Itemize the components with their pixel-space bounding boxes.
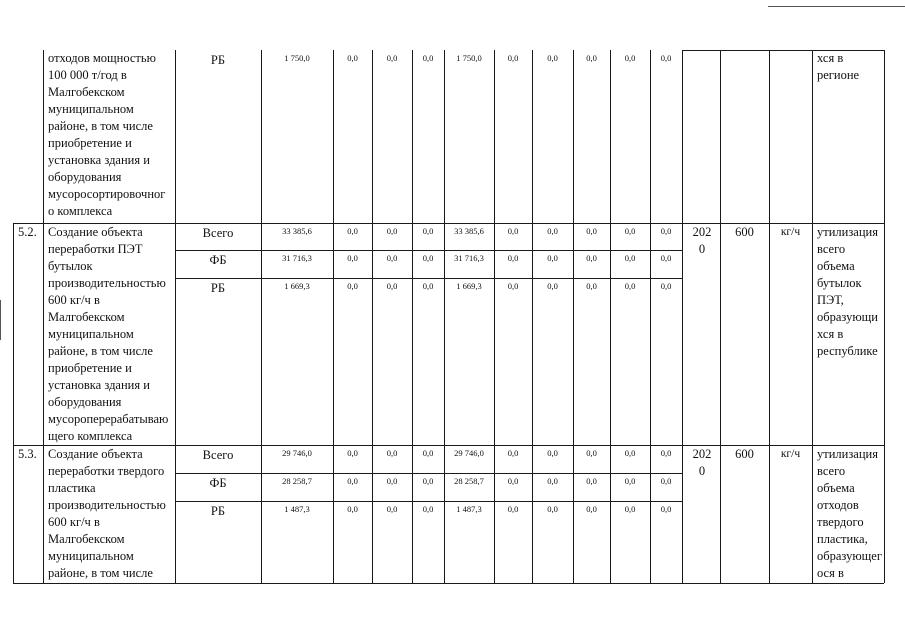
item-unit: кг/ч bbox=[780, 448, 801, 460]
amount-cell: 0,0 bbox=[586, 253, 597, 263]
amount-cell: 0,0 bbox=[507, 448, 519, 458]
amount-cell: 1 487,3 bbox=[456, 504, 482, 514]
funding-source-label: ФБ bbox=[209, 476, 227, 490]
item-result: утилизация всего объема отходов твердого пластика, образующег ося в bbox=[817, 447, 882, 580]
amount-cell: 0,0 bbox=[660, 504, 672, 514]
amount-cell: 0,0 bbox=[586, 53, 597, 63]
amount-cell: 0,0 bbox=[624, 226, 636, 236]
amount-cell: 33 385,6 bbox=[454, 226, 484, 236]
amount-cell: 28 258,7 bbox=[454, 476, 484, 486]
amount-cell: 0,0 bbox=[347, 281, 358, 291]
amount-cell: 0,0 bbox=[422, 281, 434, 291]
amount-cell: 0,0 bbox=[422, 226, 434, 236]
amount-cell: 0,0 bbox=[422, 53, 434, 63]
column-divider bbox=[682, 50, 683, 583]
item-unit: кг/ч bbox=[780, 226, 801, 238]
amount-cell: 0,0 bbox=[624, 476, 636, 486]
funding-source-label: РБ bbox=[210, 53, 226, 67]
amount-cell: 0,0 bbox=[347, 226, 358, 236]
funding-source-label: Всего bbox=[202, 448, 234, 462]
amount-cell: 0,0 bbox=[507, 53, 519, 63]
amount-cell: 0,0 bbox=[386, 53, 398, 63]
amount-cell: 0,0 bbox=[547, 53, 558, 63]
amount-cell: 1 669,3 bbox=[456, 281, 482, 291]
subrow-divider bbox=[175, 501, 682, 502]
item-description: Создание объекта переработки ПЭТ бутылок производительностью 600 кг/ч в Малгобекском муниципальном районе, в том числе приобретение и установка здания и оборудования мусороперерабатываю щего комплекса bbox=[48, 225, 169, 443]
scan-artifact-line bbox=[768, 6, 905, 7]
column-divider bbox=[812, 50, 813, 583]
funding-source-label: Всего bbox=[202, 226, 234, 240]
item-number: 5.2. bbox=[18, 225, 37, 239]
amount-cell: 0,0 bbox=[660, 476, 672, 486]
item-description: отходов мощностью 100 000 т/год в Малгобекском муниципальном районе, в том числе приобретение и установка здания и оборудования мусоросортировочног о комплекса bbox=[48, 51, 166, 218]
column-divider bbox=[13, 223, 14, 583]
amount-cell: 0,0 bbox=[347, 253, 358, 263]
top-result: хся в регионе bbox=[817, 51, 860, 82]
amount-cell: 1 750,0 bbox=[456, 53, 482, 63]
amount-cell: 0,0 bbox=[547, 504, 558, 514]
amount-cell: 0,0 bbox=[347, 504, 358, 514]
amount-cell: 0,0 bbox=[386, 476, 398, 486]
amount-cell: 28 258,7 bbox=[282, 476, 312, 486]
subrow-divider bbox=[175, 473, 682, 474]
amount-cell: 0,0 bbox=[507, 226, 519, 236]
amount-cell: 0,0 bbox=[422, 253, 434, 263]
item-capacity: 600 bbox=[735, 447, 754, 461]
column-divider bbox=[769, 50, 770, 583]
amount-cell: 0,0 bbox=[660, 53, 672, 63]
scan-artifact-line bbox=[0, 300, 1, 340]
amount-cell: 0,0 bbox=[660, 281, 672, 291]
amount-cell: 0,0 bbox=[386, 448, 398, 458]
amount-cell: 0,0 bbox=[586, 226, 597, 236]
amount-cell: 0,0 bbox=[507, 504, 519, 514]
subrow-divider bbox=[175, 250, 682, 251]
amount-cell: 0,0 bbox=[586, 504, 597, 514]
column-divider bbox=[43, 50, 44, 583]
amount-cell: 0,0 bbox=[422, 448, 434, 458]
amount-cell: 0,0 bbox=[586, 281, 597, 291]
amount-cell: 0,0 bbox=[624, 281, 636, 291]
amount-cell: 0,0 bbox=[547, 281, 558, 291]
amount-cell: 0,0 bbox=[586, 476, 597, 486]
item-description: Создание объекта переработки твердого пластика производительностью 600 кг/ч в Малгобекском муниципальном районе, в том числе bbox=[48, 447, 166, 580]
subrow-divider bbox=[175, 278, 682, 279]
amount-cell: 0,0 bbox=[347, 53, 358, 63]
amount-cell: 0,0 bbox=[507, 476, 519, 486]
item-result: утилизация всего объема бутылок ПЭТ, образующи хся в республике bbox=[817, 225, 878, 358]
amount-cell: 0,0 bbox=[547, 476, 558, 486]
amount-cell: 0,0 bbox=[660, 448, 672, 458]
amount-cell: 1 487,3 bbox=[284, 504, 310, 514]
amount-cell: 0,0 bbox=[422, 504, 434, 514]
column-divider bbox=[720, 50, 721, 583]
amount-cell: 0,0 bbox=[660, 226, 672, 236]
amount-cell: 0,0 bbox=[507, 281, 519, 291]
amount-cell: 0,0 bbox=[624, 504, 636, 514]
amount-cell: 0,0 bbox=[624, 448, 636, 458]
amount-cell: 31 716,3 bbox=[282, 253, 312, 263]
item-year: 202 0 bbox=[692, 225, 712, 256]
amount-cell: 0,0 bbox=[386, 504, 398, 514]
funding-source-label: РБ bbox=[210, 504, 226, 518]
amount-cell: 0,0 bbox=[386, 281, 398, 291]
amount-cell: 0,0 bbox=[347, 476, 358, 486]
amount-cell: 1 750,0 bbox=[284, 53, 310, 63]
amount-cell: 0,0 bbox=[586, 448, 597, 458]
amount-cell: 0,0 bbox=[547, 253, 558, 263]
item-number: 5.3. bbox=[18, 447, 37, 461]
amount-cell: 31 716,3 bbox=[454, 253, 484, 263]
amount-cell: 0,0 bbox=[624, 253, 636, 263]
funding-source-label: РБ bbox=[210, 281, 226, 295]
amount-cell: 33 385,6 bbox=[282, 226, 312, 236]
amount-cell: 0,0 bbox=[507, 253, 519, 263]
funding-source-label: ФБ bbox=[209, 253, 227, 267]
amount-cell: 0,0 bbox=[347, 448, 358, 458]
item-capacity: 600 bbox=[735, 225, 754, 239]
amount-cell: 0,0 bbox=[386, 226, 398, 236]
amount-cell: 29 746,0 bbox=[454, 448, 484, 458]
amount-cell: 29 746,0 bbox=[282, 448, 312, 458]
amount-cell: 0,0 bbox=[547, 226, 558, 236]
amount-cell: 0,0 bbox=[422, 476, 434, 486]
item-year: 202 0 bbox=[692, 447, 712, 478]
table-bottom-border bbox=[13, 583, 884, 584]
amount-cell: 1 669,3 bbox=[284, 281, 310, 291]
amount-cell: 0,0 bbox=[386, 253, 398, 263]
amount-cell: 0,0 bbox=[624, 53, 636, 63]
amount-cell: 0,0 bbox=[547, 448, 558, 458]
amount-cell: 0,0 bbox=[660, 253, 672, 263]
